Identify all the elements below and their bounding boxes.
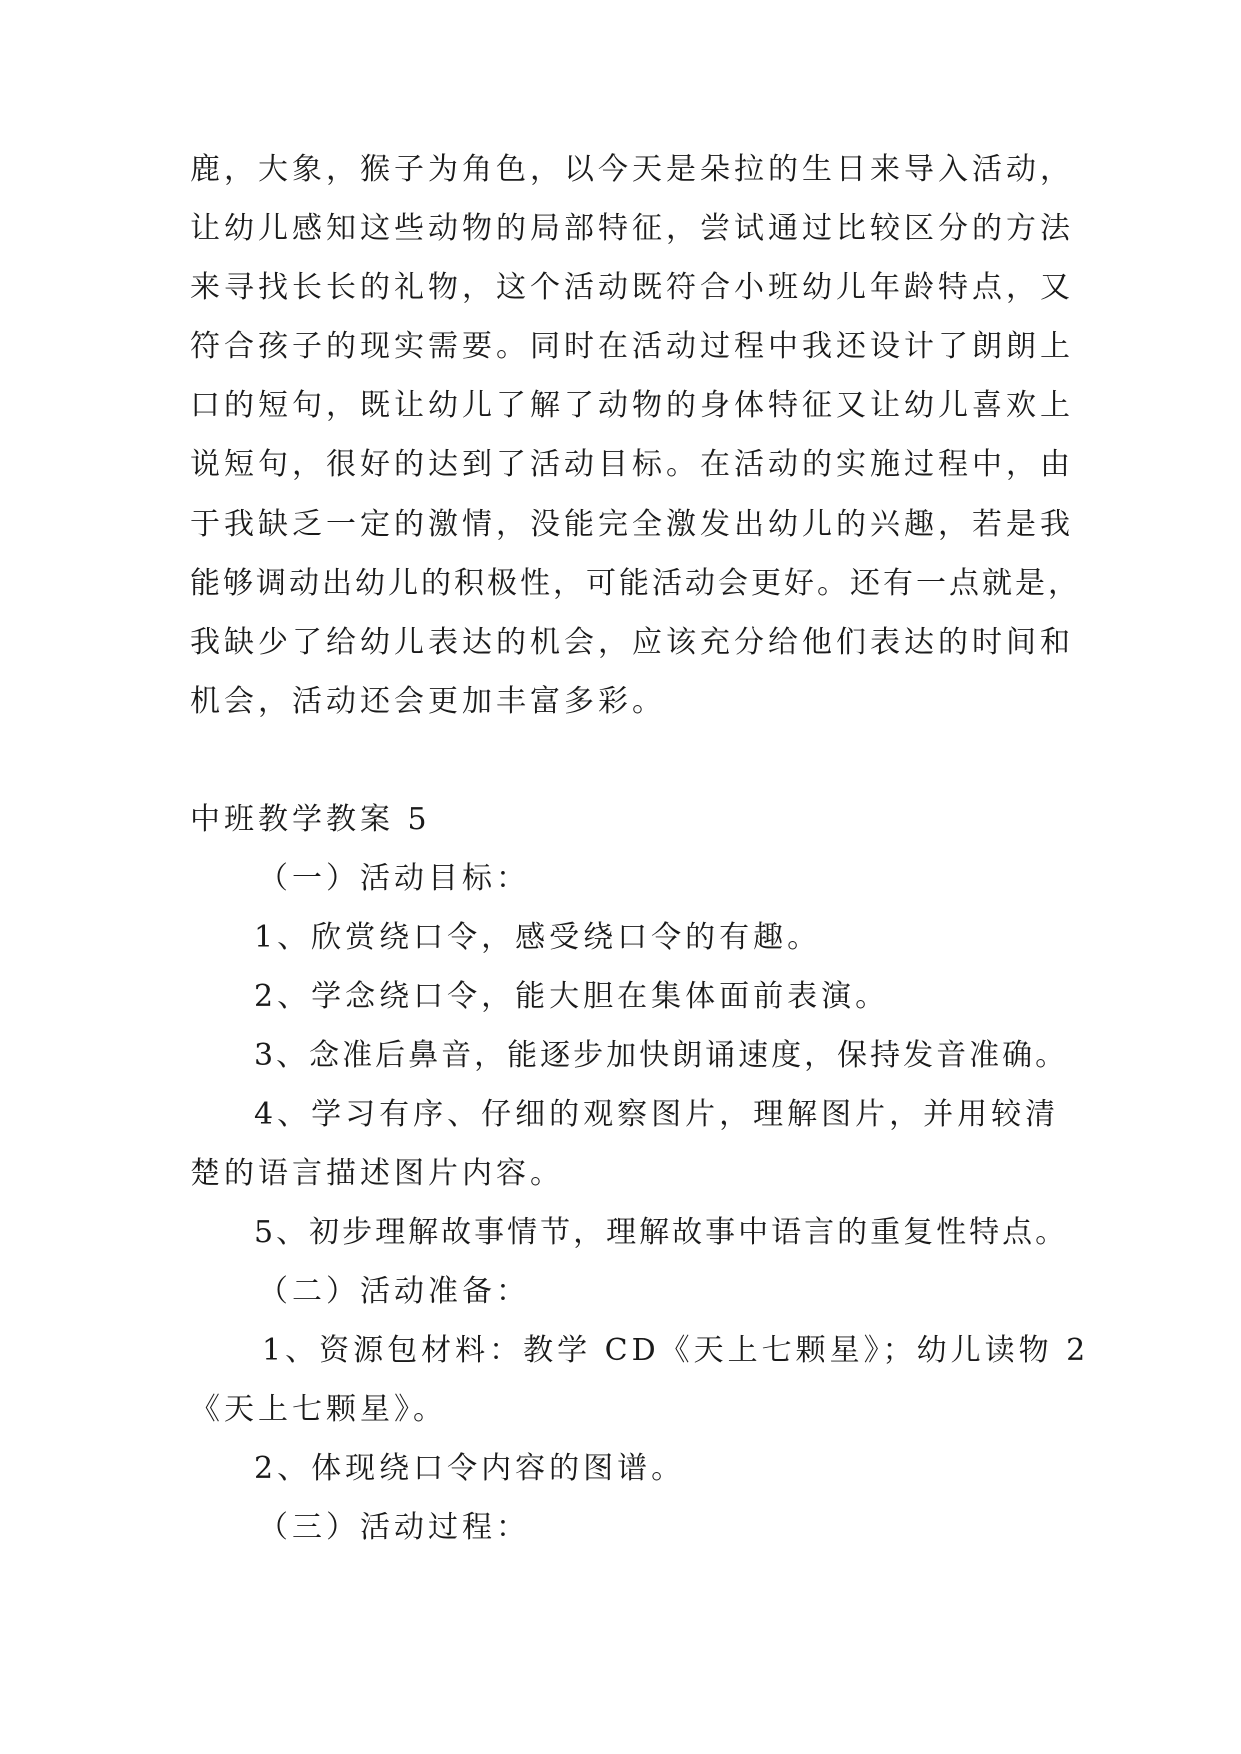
goal-item: 5、初步理解故事情节，理解故事中语言的重复性特点。	[254, 1215, 1069, 1250]
prep-item: 2、体现绕口令内容的图谱。	[254, 1451, 686, 1486]
process-heading: （三）活动过程：	[258, 1510, 530, 1545]
paragraph-line: 机会，活动还会更加丰富多彩。	[190, 684, 666, 719]
section-title: 中班教学教案 5	[190, 802, 431, 837]
paragraph-line: 让幼儿感知这些动物的局部特征，尝试通过比较区分的方法	[190, 211, 1074, 246]
goal-item: 3、念准后鼻音，能逐步加快朗诵速度，保持发音准确。	[254, 1038, 1069, 1073]
goals-heading: （一）活动目标：	[258, 861, 530, 896]
paragraph-line: 我缺少了给幼儿表达的机会，应该充分给他们表达的时间和	[190, 625, 1074, 660]
prep-item: 1、资源包材料：教学 CD《天上七颗星》；幼儿读物 2	[262, 1333, 1090, 1368]
goal-item: 4、学习有序、仔细的观察图片，理解图片，并用较清	[254, 1097, 1060, 1132]
prep-heading: （二）活动准备：	[258, 1274, 530, 1309]
prep-item-continuation: 《天上七颗星》。	[190, 1392, 447, 1427]
paragraph-line: 说短句，很好的达到了活动目标。在活动的实施过程中，由	[190, 447, 1074, 482]
paragraph-line: 口的短句，既让幼儿了解了动物的身体特征又让幼儿喜欢上	[190, 388, 1074, 423]
goal-item-continuation: 楚的语言描述图片内容。	[190, 1156, 564, 1191]
paragraph-line: 来寻找长长的礼物，这个活动既符合小班幼儿年龄特点，又	[190, 270, 1074, 305]
goal-item: 1、欣赏绕口令，感受绕口令的有趣。	[254, 920, 822, 955]
paragraph-line: 于我缺乏一定的激情，没能完全激发出幼儿的兴趣，若是我	[190, 507, 1074, 542]
goal-item: 2、学念绕口令，能大胆在集体面前表演。	[254, 979, 890, 1014]
paragraph-line: 鹿，大象，猴子为角色，以今天是朵拉的生日来导入活动，	[190, 152, 1074, 187]
paragraph-line: 符合孩子的现实需要。同时在活动过程中我还设计了朗朗上	[190, 329, 1074, 364]
paragraph-line: 能够调动出幼儿的积极性，可能活动会更好。还有一点就是，	[190, 566, 1081, 601]
